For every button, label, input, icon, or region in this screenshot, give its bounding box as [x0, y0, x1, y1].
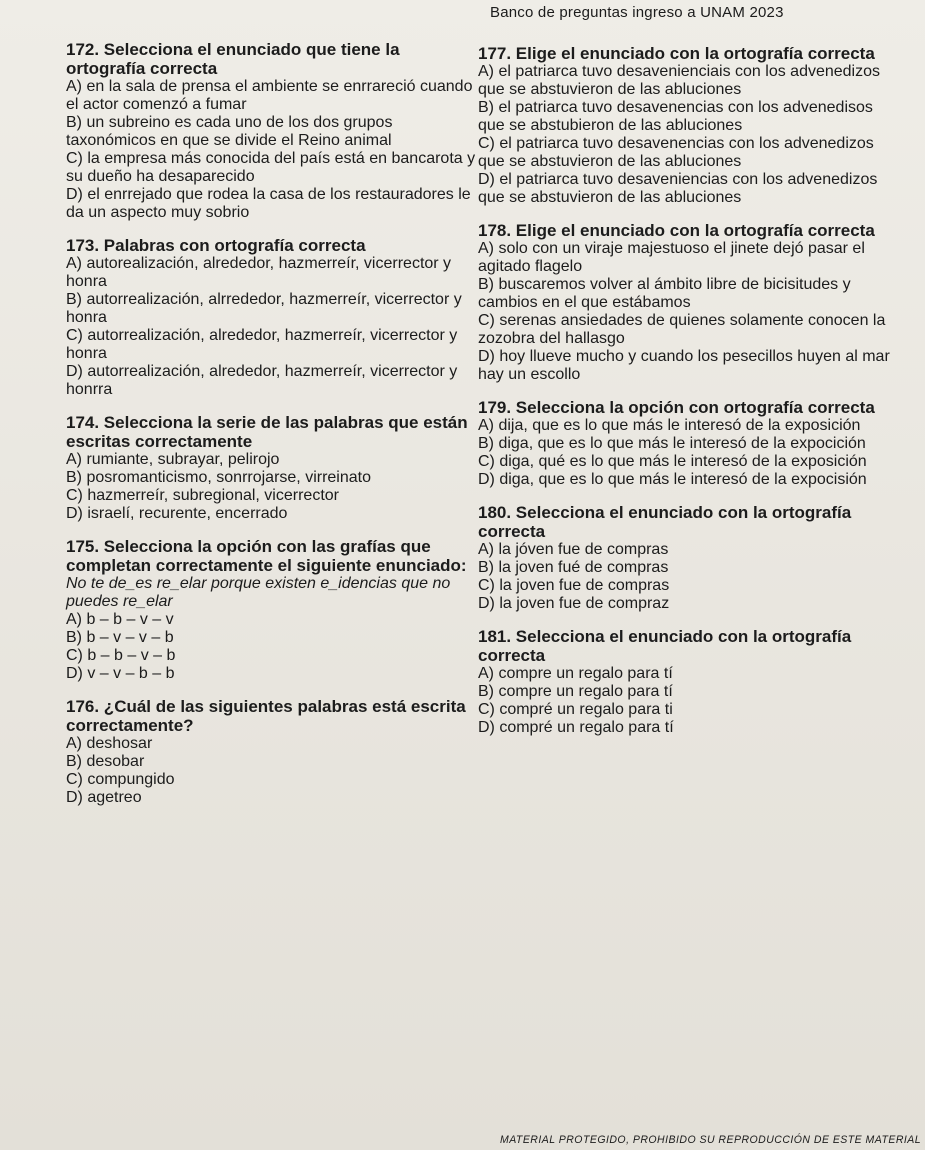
question-title: 177. Elige el enunciado con la ortografía correcta — [478, 44, 875, 63]
question-prompt: No te de_es re_elar porque existen e_idencias que no puedes re_elar — [66, 575, 451, 610]
option-d[interactable]: D) el patriarca tuvo desaveniencias con los advenedizos que se abstuvieron de las abluciones — [478, 171, 878, 206]
question-179 — [478, 398, 898, 489]
question-title: 174. Selecciona la serie de las palabras que están escritas correctamente — [66, 413, 468, 451]
copyright-footer — [500, 1134, 925, 1146]
option-b[interactable]: B) b – v – v – b — [66, 629, 174, 646]
option-b[interactable]: B) buscaremos volver al ámbito libre de bicisitudes y cambios en el que estábamos — [478, 276, 851, 311]
question-174 — [66, 413, 476, 523]
option-d[interactable]: D) v – v – b – b — [66, 665, 175, 682]
option-a[interactable]: A) compre un regalo para tí — [478, 665, 673, 682]
option-a[interactable]: A) deshosar — [66, 735, 153, 752]
question-172 — [66, 40, 476, 222]
option-a[interactable]: A) b – b – v – v — [66, 611, 174, 628]
option-b[interactable]: B) posromanticismo, sonrrojarse, virreinato — [66, 469, 371, 486]
option-c[interactable]: C) autorrealización, alrededor, hazmerreír, vicerrector y honra — [66, 327, 458, 362]
option-c[interactable]: C) el patriarca tuvo desavenencias con los advenedizos que se abstuvieron de las abluciones — [478, 135, 874, 170]
question-title: 178. Elige el enunciado con la ortografía correcta — [478, 221, 875, 240]
option-b[interactable]: B) la joven fué de compras — [478, 559, 669, 576]
question-title: 180. Selecciona el enunciado con la ortografía correcta — [478, 503, 852, 541]
option-d[interactable]: D) diga, que es lo que más le interesó de la expocisión — [478, 471, 867, 488]
option-b[interactable]: B) compre un regalo para tí — [478, 683, 673, 700]
option-c[interactable]: C) hazmerreír, subregional, vicerrector — [66, 487, 339, 504]
option-d[interactable]: D) compré un regalo para tí — [478, 719, 674, 736]
option-d[interactable]: D) la joven fue de compraz — [478, 595, 670, 612]
footer-text: MATERIAL PROTEGIDO, PROHIBIDO SU REPRODUCCIÓN DE ESTE MATERIAL — [500, 1134, 922, 1146]
question-title: 179. Selecciona la opción con ortografía correcta — [478, 398, 875, 417]
question-180 — [478, 503, 898, 613]
question-title: 175. Selecciona la opción con las grafías que completan correctamente el siguiente enunciado: — [66, 537, 467, 575]
option-a[interactable]: A) la jóven fue de compras — [478, 541, 669, 558]
option-c[interactable]: C) serenas ansiedades de quienes solamente conocen la zozobra del hallasgo — [478, 312, 886, 347]
question-title: 181. Selecciona el enunciado con la ortografía correcta — [478, 627, 852, 665]
option-b[interactable]: B) un subreino es cada uno de los dos grupos taxonómicos en que se divide el Reino animal — [66, 114, 393, 149]
option-d[interactable]: D) agetreo — [66, 789, 142, 806]
option-d[interactable]: D) autorrealización, alrededor, hazmerreír, vicerrector y honrra — [66, 363, 458, 398]
option-b[interactable]: B) el patriarca tuvo desavenencias con los advenedisos que se abstubieron de las abluciones — [478, 99, 873, 134]
option-c[interactable]: C) compungido — [66, 771, 175, 788]
option-b[interactable]: B) desobar — [66, 753, 145, 770]
option-c[interactable]: C) la empresa más conocida del país está en bancarota y su dueño ha desaparecido — [66, 150, 476, 185]
question-178 — [478, 221, 898, 384]
option-a[interactable]: A) solo con un viraje majestuoso el jinete dejó pasar el agitado flagelo — [478, 240, 865, 275]
option-c[interactable]: C) b – b – v – b — [66, 647, 176, 664]
option-a[interactable]: A) el patriarca tuvo desavenienciais con los advenedizos que se abstuvieron de las abluciones — [478, 63, 881, 98]
left-column — [66, 20, 476, 821]
question-title: 176. ¿Cuál de las siguientes palabras está escrita correctamente? — [66, 697, 466, 735]
question-title: 172. Selecciona el enunciado que tiene la ortografía correcta — [66, 40, 400, 78]
question-173 — [66, 236, 476, 399]
option-c[interactable]: C) la joven fue de compras — [478, 577, 670, 594]
question-title: 173. Palabras con ortografía correcta — [66, 236, 366, 255]
option-c[interactable]: C) diga, qué es lo que más le interesó de la exposición — [478, 453, 867, 470]
question-177 — [478, 44, 898, 207]
option-c[interactable]: C) compré un regalo para ti — [478, 701, 673, 718]
option-a[interactable]: A) dija, que es lo que más le interesó de la exposición — [478, 417, 861, 434]
option-a[interactable]: A) autorealización, alrededor, hazmerreír, vicerrector y honra — [66, 255, 452, 290]
option-a[interactable]: A) rumiante, subrayar, pelirojo — [66, 451, 280, 468]
option-b[interactable]: B) autorrealización, alrrededor, hazmerreír, vicerrector y honra — [66, 291, 462, 326]
question-181 — [478, 627, 898, 737]
question-175 — [66, 537, 476, 683]
option-d[interactable]: D) israelí, recurente, encerrado — [66, 505, 288, 522]
page-header: Banco de preguntas ingreso a UNAM 2023 — [490, 4, 784, 21]
option-b[interactable]: B) diga, que es lo que más le interesó de la expocición — [478, 435, 866, 452]
right-column — [478, 44, 898, 751]
option-d[interactable]: D) el enrrejado que rodea la casa de los restauradores le da un aspecto muy sobrio — [66, 186, 471, 221]
question-176 — [66, 697, 476, 807]
option-a[interactable]: A) en la sala de prensa el ambiente se enrrareció cuando el actor comenzó a fumar — [66, 78, 473, 113]
option-d[interactable]: D) hoy llueve mucho y cuando los pesecillos huyen al mar hay un escollo — [478, 348, 890, 383]
